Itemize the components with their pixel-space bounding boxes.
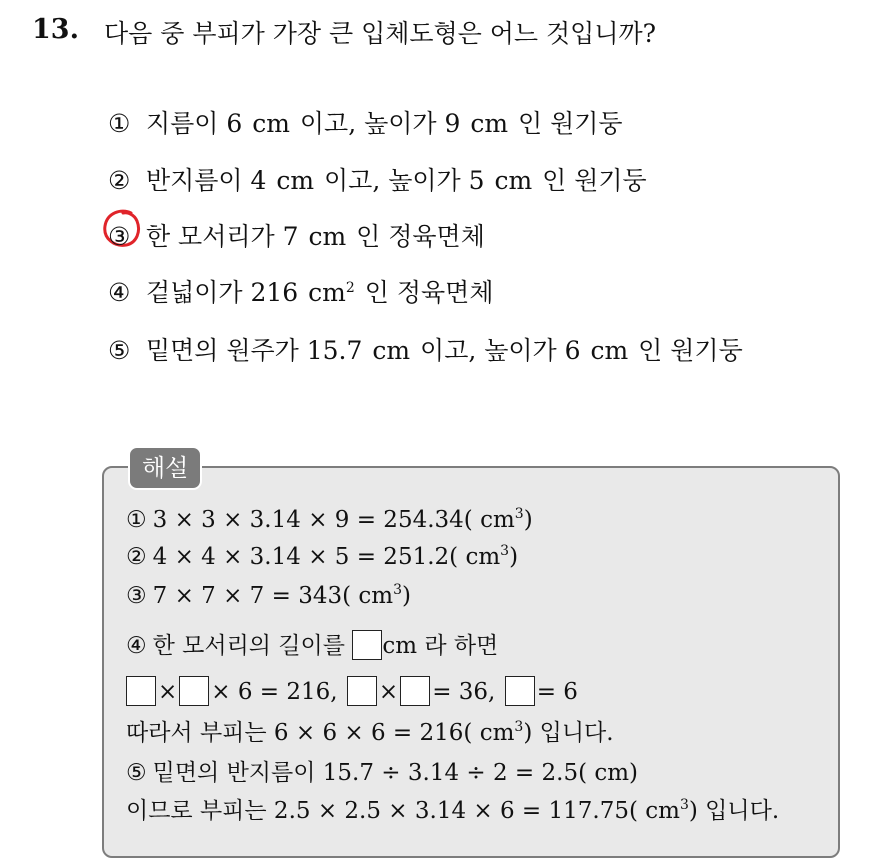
choice-text: 이고, 높이가 9 bbox=[299, 109, 461, 138]
line-text: 밑면의 반지름이 15.7 ÷ 3.14 ÷ 2 = 2.5( cm) bbox=[152, 760, 639, 786]
question-text: 다음 중 부피가 가장 큰 입체도형은 어느 것입니까? bbox=[104, 19, 657, 48]
solution-line-5 bbox=[126, 676, 580, 706]
choice-1[interactable] bbox=[108, 104, 623, 140]
choice-text: 반지름이 4 bbox=[145, 166, 267, 195]
line-end: ) bbox=[509, 544, 519, 570]
line-end: ) bbox=[402, 583, 411, 609]
blank-box bbox=[352, 630, 382, 660]
blank-box bbox=[179, 676, 209, 706]
superscript: 3 bbox=[514, 719, 524, 735]
solution-line-2 bbox=[126, 543, 518, 570]
solution-line-7 bbox=[126, 754, 638, 787]
choice-text: 인 원기둥 bbox=[518, 109, 623, 138]
line-text: 4 × 4 × 3.14 × 5 = 251.2( cm bbox=[152, 544, 501, 570]
choice-text: 인 원기둥 bbox=[542, 166, 647, 195]
blank-box bbox=[126, 676, 156, 706]
line-mark: ③ bbox=[126, 583, 147, 609]
blank-box bbox=[505, 676, 535, 706]
line-text: = 36, bbox=[432, 679, 496, 705]
choice-5[interactable] bbox=[108, 331, 743, 367]
choice-mark: ② bbox=[108, 166, 131, 195]
blank-box bbox=[400, 676, 430, 706]
choice-text: 인 원기둥 bbox=[638, 336, 743, 365]
line-text: × bbox=[158, 679, 178, 705]
unit: cm bbox=[252, 109, 290, 138]
choice-2[interactable] bbox=[108, 161, 647, 197]
superscript: 3 bbox=[393, 582, 403, 598]
line-end: ) 입니다. bbox=[688, 798, 780, 824]
superscript: 3 bbox=[514, 506, 524, 522]
unit: cm bbox=[494, 166, 533, 195]
unit: cm bbox=[590, 336, 629, 365]
question-number: 13. bbox=[32, 14, 79, 45]
line-text: 7 × 7 × 7 = 343( cm bbox=[152, 583, 394, 609]
choice-text: 겉넓이가 216 bbox=[145, 278, 299, 307]
choice-mark: ① bbox=[108, 109, 131, 138]
solution-line-8 bbox=[126, 792, 779, 825]
choice-text: 한 모서리가 7 bbox=[145, 222, 299, 251]
line-mark: ② bbox=[126, 544, 147, 570]
choice-3[interactable] bbox=[108, 217, 485, 253]
unit: cm bbox=[372, 336, 411, 365]
line-text: = 6 bbox=[536, 679, 578, 705]
choice-mark: ③ bbox=[108, 222, 131, 251]
line-text: 이므로 부피는 2.5 × 2.5 × 3.14 × 6 = 117.75( cm bbox=[126, 798, 680, 824]
line-end: ) bbox=[523, 507, 533, 533]
line-text: × 6 = 216, bbox=[211, 679, 338, 705]
choice-text: 이고, 높이가 5 bbox=[324, 166, 485, 195]
choice-text: 밑면의 원주가 15.7 bbox=[145, 336, 363, 365]
line-text: × bbox=[378, 679, 399, 705]
line-mark: ④ bbox=[126, 633, 147, 659]
superscript: 3 bbox=[500, 543, 510, 559]
unit: $cm^2$ bbox=[308, 278, 355, 307]
line-text: 한 모서리의 길이를 bbox=[152, 633, 345, 659]
superscript: 3 bbox=[679, 797, 689, 813]
unit: cm bbox=[276, 166, 315, 195]
line-mark: ⑤ bbox=[126, 760, 147, 786]
line-text: 따라서 부피는 6 × 6 × 6 = 216( cm bbox=[126, 720, 515, 746]
solution-tag: 해설 bbox=[128, 446, 202, 490]
line-text: cm 라 하면 bbox=[382, 633, 499, 659]
unit: cm bbox=[308, 222, 347, 251]
blank-box bbox=[347, 676, 377, 706]
solution-line-4 bbox=[126, 627, 498, 660]
line-end: ) 입니다. bbox=[523, 720, 614, 746]
solution-line-3 bbox=[126, 582, 411, 609]
choice-text: 인 정육면체 bbox=[364, 278, 494, 307]
choice-mark: ⑤ bbox=[108, 336, 131, 365]
line-mark: ① bbox=[126, 507, 147, 533]
line-text: 3 × 3 × 3.14 × 9 = 254.34( cm bbox=[152, 507, 515, 533]
solution-line-6 bbox=[126, 714, 614, 747]
choice-text: 인 정육면체 bbox=[356, 222, 485, 251]
choice-text: 이고, 높이가 6 bbox=[420, 336, 581, 365]
superscript: 2 bbox=[345, 280, 355, 296]
choice-text: 지름이 6 bbox=[145, 109, 243, 138]
solution-line-1 bbox=[126, 506, 533, 533]
choice-4[interactable] bbox=[108, 273, 493, 309]
unit: cm bbox=[470, 109, 509, 138]
choice-mark: ④ bbox=[108, 278, 131, 307]
